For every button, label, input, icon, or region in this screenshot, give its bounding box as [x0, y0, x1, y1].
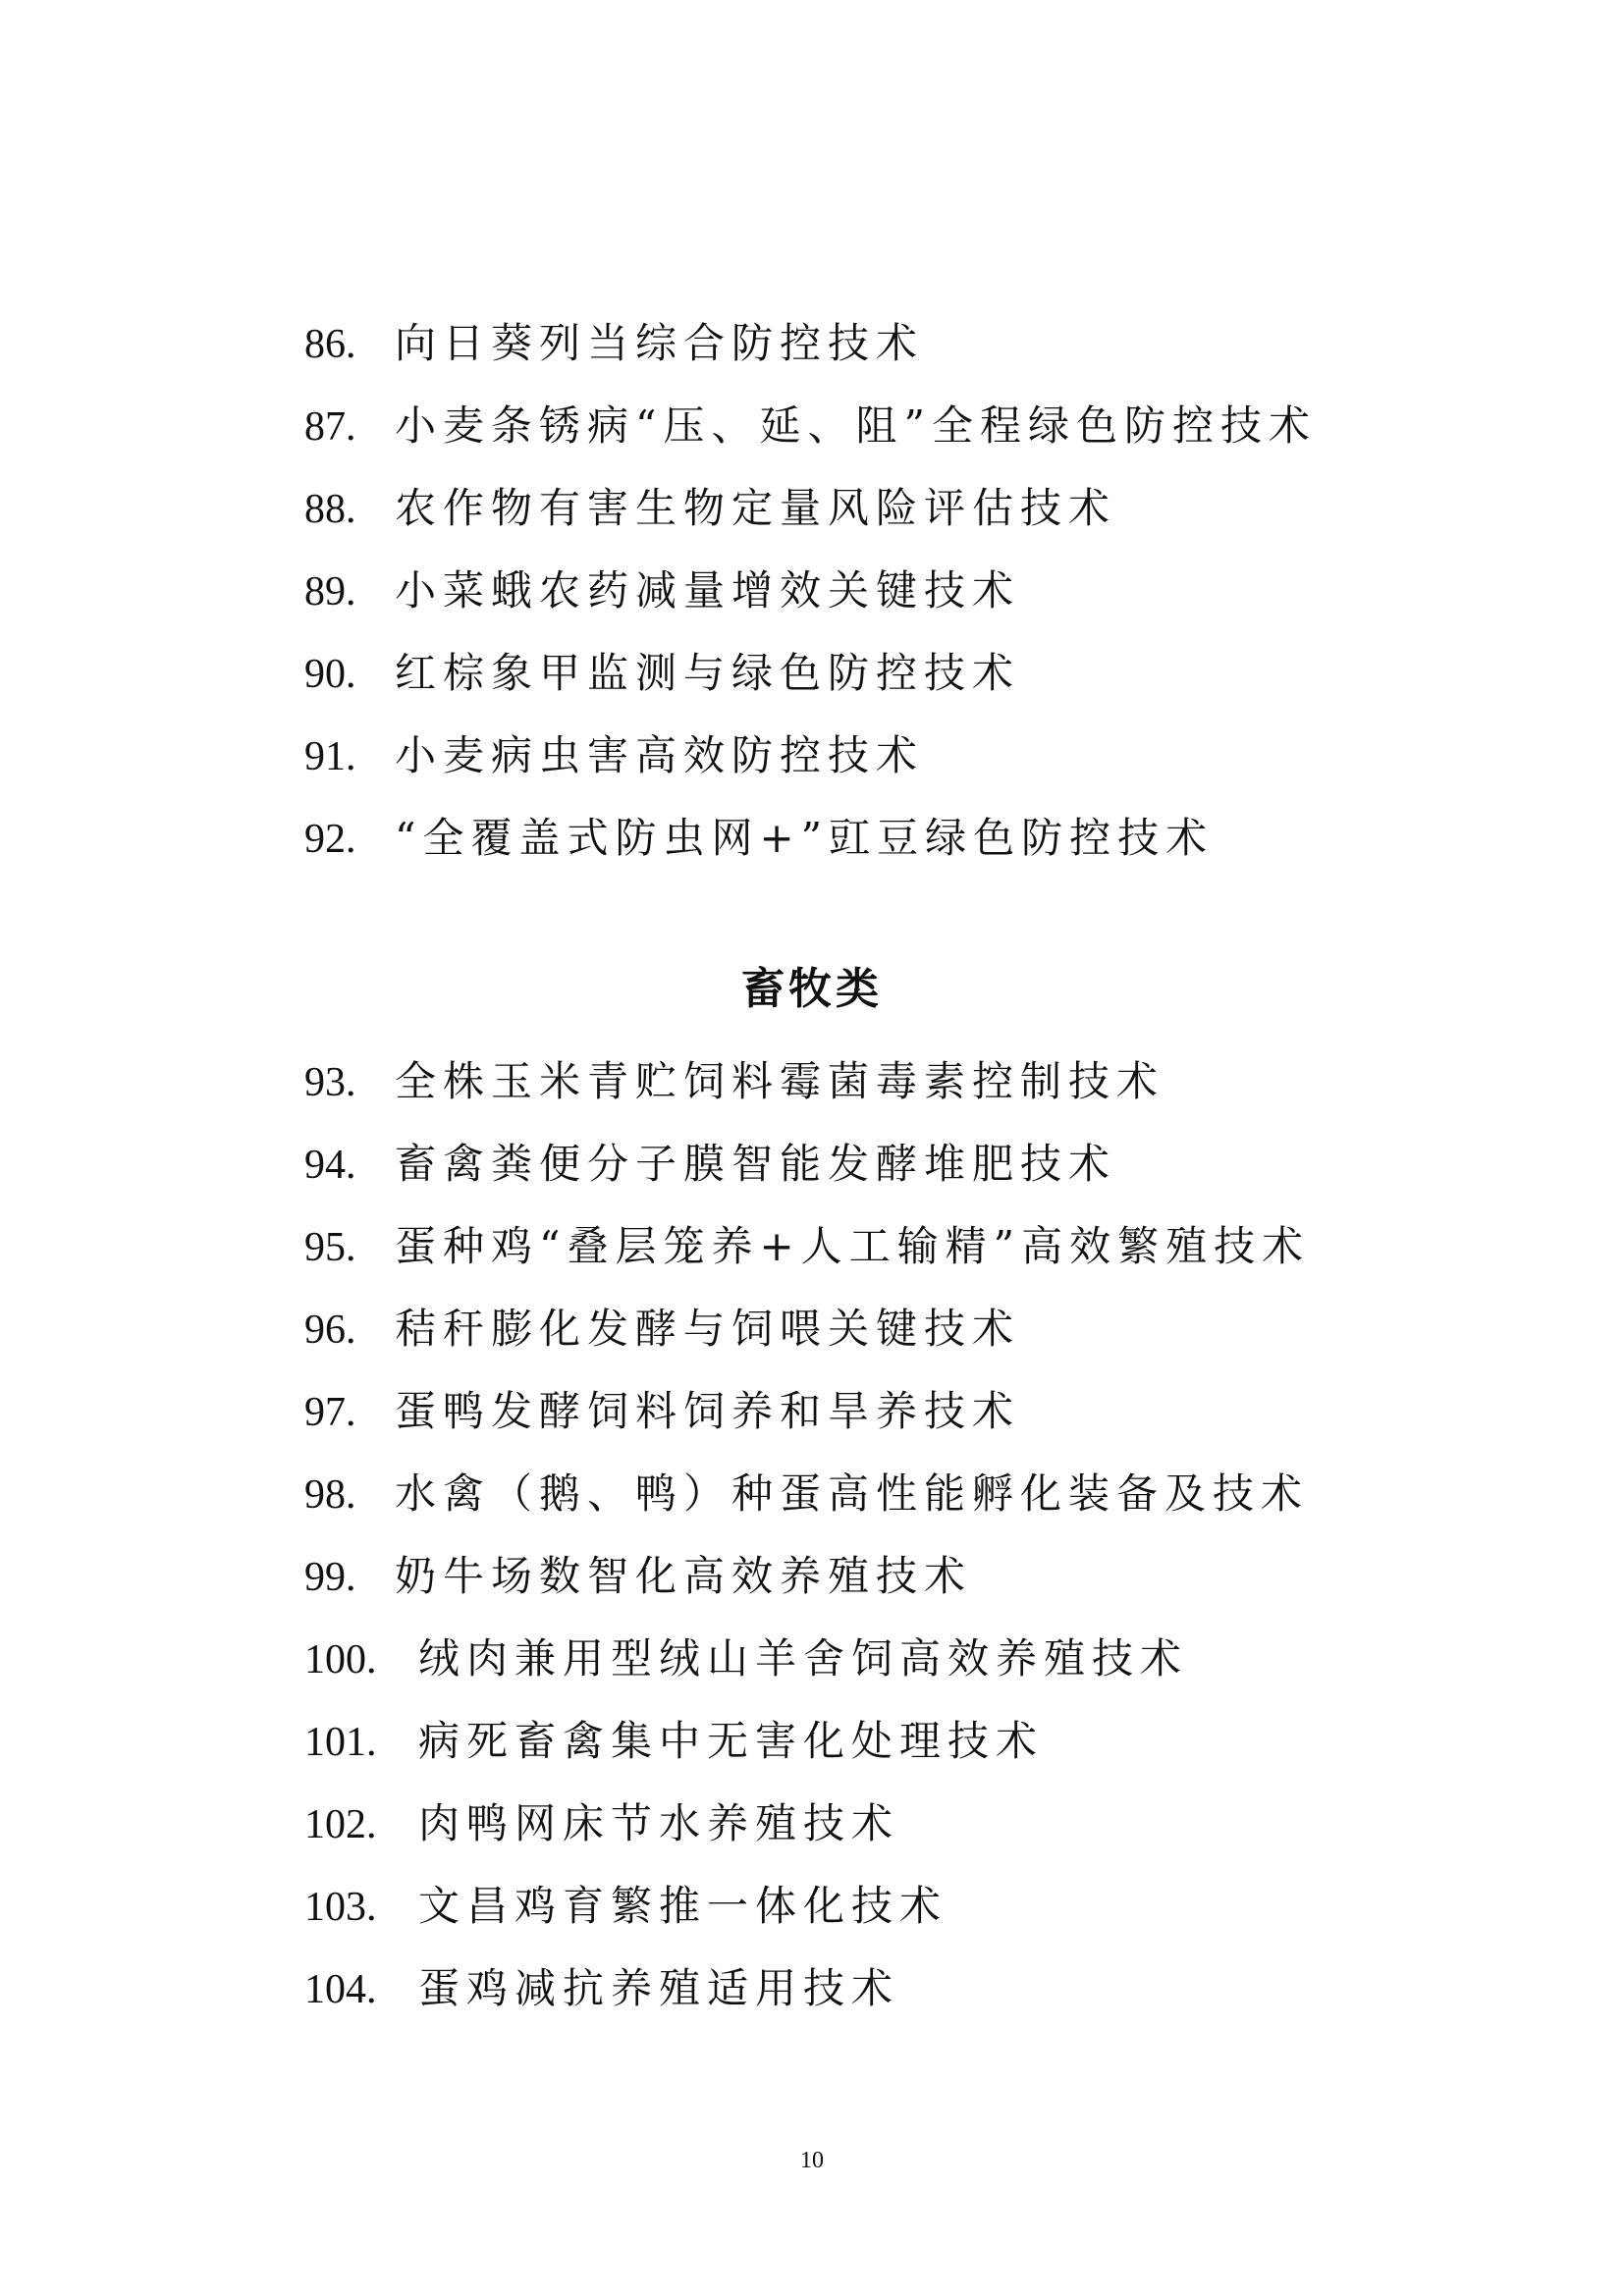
item-text: 肉鸭网床节水养殖技术: [418, 1799, 900, 1847]
page-number: 10: [800, 2148, 824, 2173]
item-text: 蛋鸭发酵饲料饲养和旱养技术: [395, 1387, 1021, 1435]
item-number: 100.: [304, 1637, 377, 1682]
list-item: [304, 1453, 1310, 1535]
list-item: [304, 715, 1317, 797]
item-number: 102.: [304, 1802, 377, 1847]
item-number: 104.: [304, 1967, 377, 2012]
item-number: 94.: [304, 1143, 356, 1188]
list-item: [304, 1123, 1310, 1205]
item-number: 103.: [304, 1885, 377, 1930]
list-item: [304, 302, 1317, 385]
item-text: 农作物有害生物定量风险评估技术: [395, 484, 1117, 532]
list-item: [304, 550, 1317, 632]
item-text: 秸秆膨化发酵与饲喂关键技术: [395, 1305, 1021, 1353]
item-number: 87.: [304, 404, 356, 450]
list-item: [304, 1535, 1310, 1618]
technology-list-livestock: [304, 1041, 1310, 2030]
list-item: [304, 1370, 1310, 1453]
item-number: 99.: [304, 1555, 356, 1600]
item-text: 小麦病虫害高效防控技术: [395, 731, 925, 779]
item-text: “全覆盖式防虫网+”豇豆绿色防控技术: [395, 814, 1215, 862]
section-heading: 畜牧类: [741, 964, 883, 1014]
item-number: 92.: [304, 817, 356, 862]
item-number: 101.: [304, 1720, 377, 1765]
item-text: 奶牛场数智化高效养殖技术: [395, 1552, 973, 1600]
item-text: 文昌鸡育繁推一体化技术: [418, 1882, 948, 1930]
item-text: 小麦条锈病“压、延、阻”全程绿色防控技术: [395, 401, 1317, 450]
item-number: 90.: [304, 652, 356, 697]
item-text: 小菜蛾农药减量增效关键技术: [395, 566, 1021, 614]
item-text: 水禽（鹅、鸭）种蛋高性能孵化装备及技术: [395, 1469, 1310, 1518]
item-number: 95.: [304, 1225, 356, 1270]
list-item: [304, 797, 1317, 880]
technology-list-plant-protection: [304, 302, 1317, 880]
item-text: 畜禽粪便分子膜智能发酵堆肥技术: [395, 1140, 1117, 1188]
list-item: [304, 1618, 1310, 1700]
list-item: [304, 1205, 1310, 1288]
item-text: 病死畜禽集中无害化处理技术: [418, 1717, 1045, 1765]
item-number: 86.: [304, 322, 356, 367]
item-number: 89.: [304, 569, 356, 614]
item-number: 98.: [304, 1472, 356, 1518]
item-text: 红棕象甲监测与绿色防控技术: [395, 649, 1021, 697]
item-number: 96.: [304, 1308, 356, 1353]
item-text: 向日葵列当综合防控技术: [395, 319, 925, 367]
item-number: 97.: [304, 1390, 356, 1435]
item-text: 蛋种鸡“叠层笼养+人工输精”高效繁殖技术: [395, 1222, 1311, 1270]
list-item: [304, 632, 1317, 715]
item-number: 93.: [304, 1060, 356, 1105]
list-item: [304, 1700, 1310, 1783]
list-item: [304, 385, 1317, 467]
item-number: 88.: [304, 487, 356, 532]
list-item: [304, 1783, 1310, 1865]
list-item: [304, 1288, 1310, 1370]
list-item: [304, 1948, 1310, 2030]
list-item: [304, 1865, 1310, 1948]
list-item: [304, 467, 1317, 550]
item-text: 蛋鸡减抗养殖适用技术: [418, 1964, 900, 2012]
item-text: 全株玉米青贮饲料霉菌毒素控制技术: [395, 1057, 1165, 1105]
item-number: 91.: [304, 734, 356, 779]
list-item: [304, 1041, 1310, 1123]
item-text: 绒肉兼用型绒山羊舍饲高效养殖技术: [418, 1634, 1189, 1682]
